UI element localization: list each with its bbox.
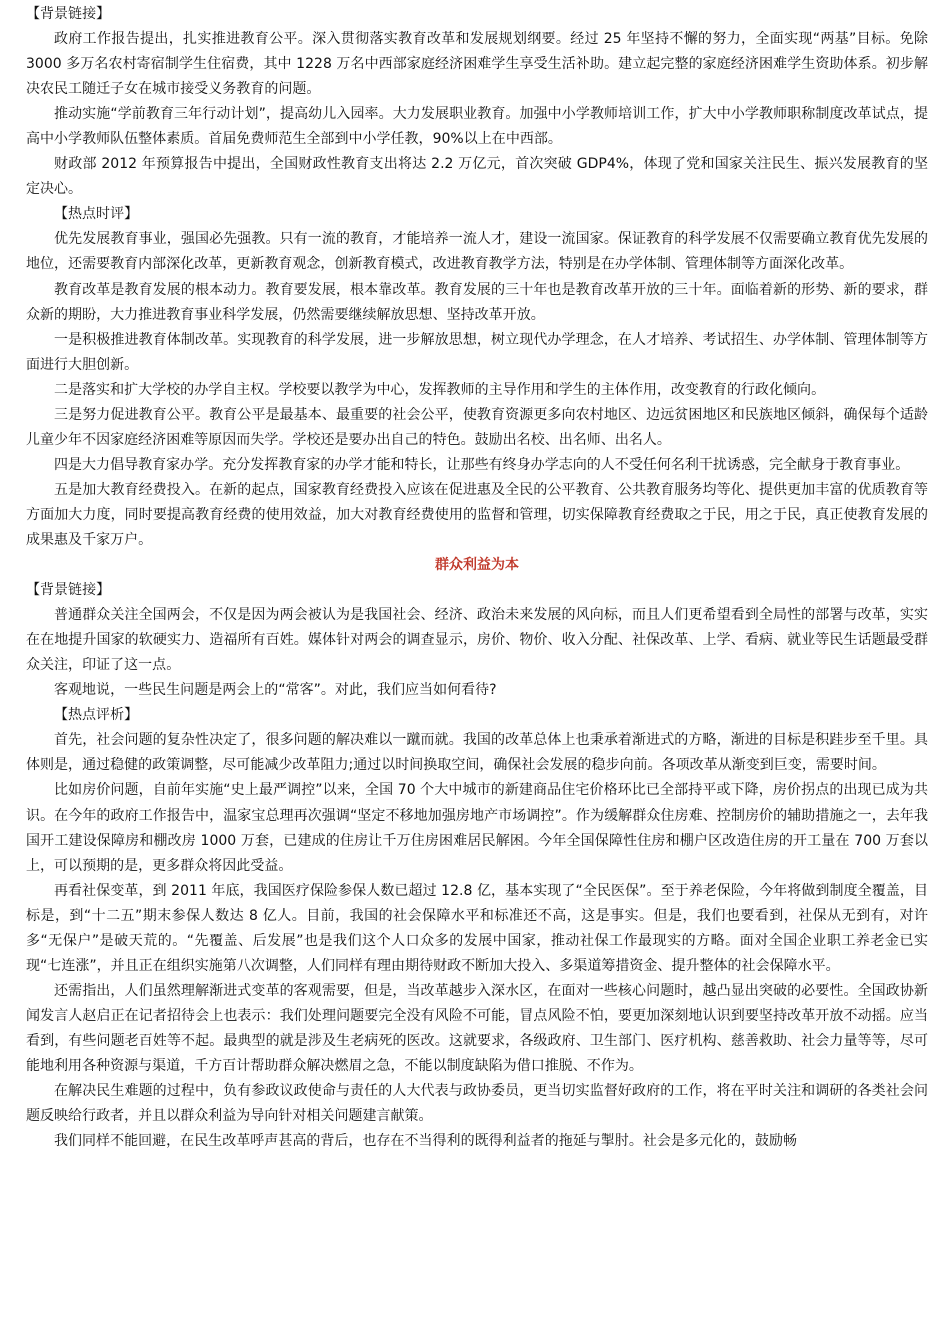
paragraph: 一是积极推进教育体制改革。实现教育的科学发展，进一步解放思想，树立现代办学理念，在人才培养、考试招生、办学体制、管理体制等方面进行大胆创新。	[26, 331, 928, 373]
hot-analysis-heading: 【热点评析】	[54, 707, 139, 724]
paragraph: 政府工作报告提出，扎实推进教育公平。深入贯彻落实教育改革和发展规划纲要。经过 25 年坚持不懈的努力，全面实现“两基”目标。免除 3000 多万名农村寄宿制学生住宿费，其中 1228 万名中西部家庭经济困难学生享受生活补助。建立起完整的家庭经济困难学生资助体系。初步解决农民工随迁子女在城市接受义务教育的问题。	[26, 31, 928, 98]
background-link-heading: 【背景链接】	[26, 6, 111, 22]
paragraph: 优先发展教育事业，强国必先强教。只有一流的教育，才能培养一流人才，建设一流国家。保证教育的科学发展不仅需要确立教育优先发展的地位，还需要教育内部深化改革，更新教育观念，创新教育模式，改进教育教学方法，特别是在办学体制、管理体制等方面深化改革。	[26, 231, 928, 273]
paragraph: 还需指出，人们虽然理解渐进式变革的客观需要，但是，当改革越步入深水区，在面对一些核心问题时，越凸显出突破的必要性。全国政协新闻发言人赵启正在记者招待会上也表示：我们处理问题要完全没有风险不可能，冒点风险不怕，要更加深刻地认识到要坚持改革开放不动摇。应当看到，有些问题老百姓等不起。最典型的就是涉及生老病死的医改。这就要求，各级政府、卫生部门、医疗机构、慈善救助、社会力量等等，尽可能地利用各种资源与渠道，千方百计帮助群众解决燃眉之急，不能以制度缺陷为借口推脱、不作为。	[26, 982, 928, 1074]
section-title: 群众利益为本	[434, 557, 520, 574]
paragraph: 再看社保变革，到 2011 年底，我国医疗保险参保人数已超过 12.8 亿，基本实现了“全民医保”。至于养老保险，今年将做到制度全覆盖，目标是，到“十二五”期末参保人数达 8 亿人。目前，我国的社会保障水平和标准还不高，这是事实。但是，我们也要看到，社保从无到有，对许多“无保户”是破天荒的。“先覆盖、后发展”也是我们这个人口众多的发展中国家，推动社保工作最现实的方略。面对全国企业职工养老金已实现“七连涨”，并且正在组织实施第八次调整，人们同样有理由期待财政不断加大投入、多渠道筹措资金、提升整体的社会保障水平。	[26, 882, 928, 974]
paragraph: 我们同样不能回避，在民生改革呼声甚高的背后，也存在不当得利的既得利益者的拖延与掣肘。社会是多元化的，鼓励畅	[54, 1133, 798, 1150]
paragraph: 五是加大教育经费投入。在新的起点，国家教育经费投入应该在促进惠及全民的公平教育、公共教育服务均等化、提供更加丰富的优质教育等方面加大力度，同时要提高教育经费的使用效益，加大对教育经费使用的监督和管理，切实保障教育经费取之于民，用之于民，真正使教育发展的成果惠及千家万户。	[26, 481, 928, 548]
paragraph: 首先，社会问题的复杂性决定了，很多问题的解决难以一蹴而就。我国的改革总体上也秉承着渐进式的方略，渐进的目标是积跬步至千里。具体则是，通过稳健的政策调整，尽可能减少改革阻力;通过以时间换取空间，确保社会发展的稳步向前。各项改革从渐变到巨变，需要时间。	[26, 732, 928, 774]
paragraph: 推动实施“学前教育三年行动计划”，提高幼儿入园率。大力发展职业教育。加强中小学教师培训工作，扩大中小学教师职称制度改革试点，提高中小学教师队伍整体素质。首届免费师范生全部到中小学任教，90%以上在中西部。	[26, 106, 928, 148]
paragraph: 四是大力倡导教育家办学。充分发挥教育家的办学才能和特长，让那些有终身办学志向的人不受任何名利干扰诱惑，完全献身于教育事业。	[54, 456, 910, 473]
background-link-heading: 【背景链接】	[26, 582, 111, 599]
paragraph: 财政部 2012 年预算报告中提出，全国财政性教育支出将达 2.2 万亿元，首次突破 GDP4%，体现了党和国家关注民生、振兴发展教育的坚定决心。	[26, 156, 928, 198]
paragraph: 教育改革是教育发展的根本动力。教育要发展，根本靠改革。教育发展的三十年也是教育改革开放的三十年。面临着新的形势、新的要求，群众新的期盼，大力推进教育事业科学发展，仍然需要继续解放思想、坚持改革开放。	[26, 281, 928, 323]
paragraph: 比如房价问题，自前年实施“史上最严调控”以来，全国 70 个大中城市的新建商品住宅价格环比已全部持平或下降，房价拐点的出现已成为共识。在今年的政府工作报告中，温家宝总理再次强调“坚定不移地加强房地产市场调控”。作为缓解群众住房难、控制房价的辅助措施之一，去年我国开工建设保障房和棚改房 1000 万套，已建成的住房让千万住房困难居民解困。今年全国保障性住房和棚户区改造住房的开工量在 700 万套以上，可以预期的是，更多群众将因此受益。	[26, 782, 928, 874]
paragraph: 三是努力促进教育公平。教育公平是最基本、最重要的社会公平，使教育资源更多向农村地区、边远贫困地区和民族地区倾斜，确保每个适龄儿童少年不因家庭经济困难等原因而失学。学校还是要办出自己的特色。鼓励出名校、出名师、出名人。	[26, 406, 928, 448]
paragraph: 客观地说，一些民生问题是两会上的“常客”。对此，我们应当如何看待?	[54, 682, 497, 699]
paragraph: 二是落实和扩大学校的办学自主权。学校要以教学为中心，发挥教师的主导作用和学生的主体作用，改变教育的行政化倾向。	[54, 381, 826, 398]
paragraph: 普通群众关注全国两会，不仅是因为两会被认为是我国社会、经济、政治未来发展的风向标，而且人们更希望看到全局性的部署与改革，实实在在地提升国家的软硬实力、造福所有百姓。媒体针对两会的调查显示，房价、物价、收入分配、社保改革、上学、看病、就业等民生话题最受群众关注，印证了这一点。	[26, 607, 928, 674]
hot-comment-heading: 【热点时评】	[54, 206, 139, 223]
paragraph: 在解决民生难题的过程中，负有参政议政使命与责任的人大代表与政协委员，更当切实监督好政府的工作，将在平时关注和调研的各类社会问题反映给行政者，并且以群众利益为导向针对相关问题建言献策。	[26, 1083, 928, 1125]
